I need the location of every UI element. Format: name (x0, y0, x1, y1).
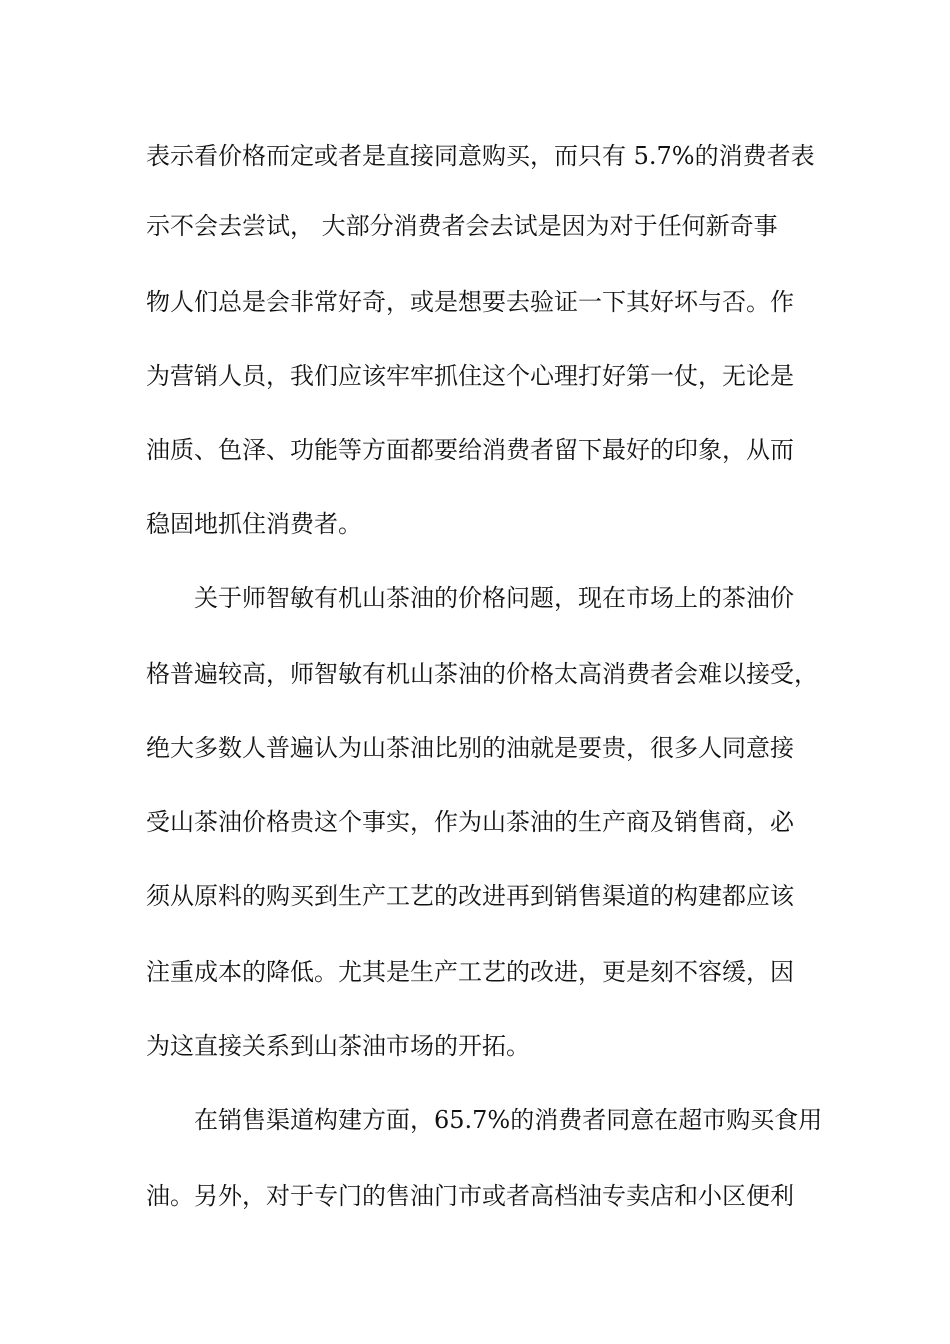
text-line: 为这直接关系到山茶油市场的开拓。 (146, 1032, 530, 1060)
text-line: 绝大多数人普遍认为山茶油比别的油就是要贵，很多人同意接 (146, 734, 794, 762)
text-line: 格普遍较高，师智敏有机山茶油的价格太高消费者会难以接受， (146, 660, 818, 688)
text-line: 油质、色泽、功能等方面都要给消费者留下最好的印象，从而 (146, 436, 794, 464)
text-line: 物人们总是会非常好奇，或是想要去验证一下其好坏与否。作 (146, 288, 794, 316)
text-line: 示不会去尝试， 大部分消费者会去试是因为对于任何新奇事 (146, 212, 778, 240)
paragraph-first-line: 关于师智敏有机山茶油的价格问题，现在市场上的茶油价 (194, 584, 794, 612)
text-line: 油。另外，对于专门的售油门市或者高档油专卖店和小区便利 (146, 1182, 794, 1210)
paragraph-first-line: 在销售渠道构建方面，65.7%的消费者同意在超市购买食用 (194, 1106, 823, 1134)
text-line: 表示看价格而定或者是直接同意购买，而只有 5.7%的消费者表 (146, 142, 815, 170)
text-line: 须从原料的购买到生产工艺的改进再到销售渠道的构建都应该 (146, 882, 794, 910)
text-line: 为营销人员，我们应该牢牢抓住这个心理打好第一仗，无论是 (146, 362, 794, 390)
text-line: 注重成本的降低。尤其是生产工艺的改进，更是刻不容缓，因 (146, 958, 794, 986)
text-line: 受山茶油价格贵这个事实，作为山茶油的生产商及销售商，必 (146, 808, 794, 836)
text-line: 稳固地抓住消费者。 (146, 510, 362, 538)
